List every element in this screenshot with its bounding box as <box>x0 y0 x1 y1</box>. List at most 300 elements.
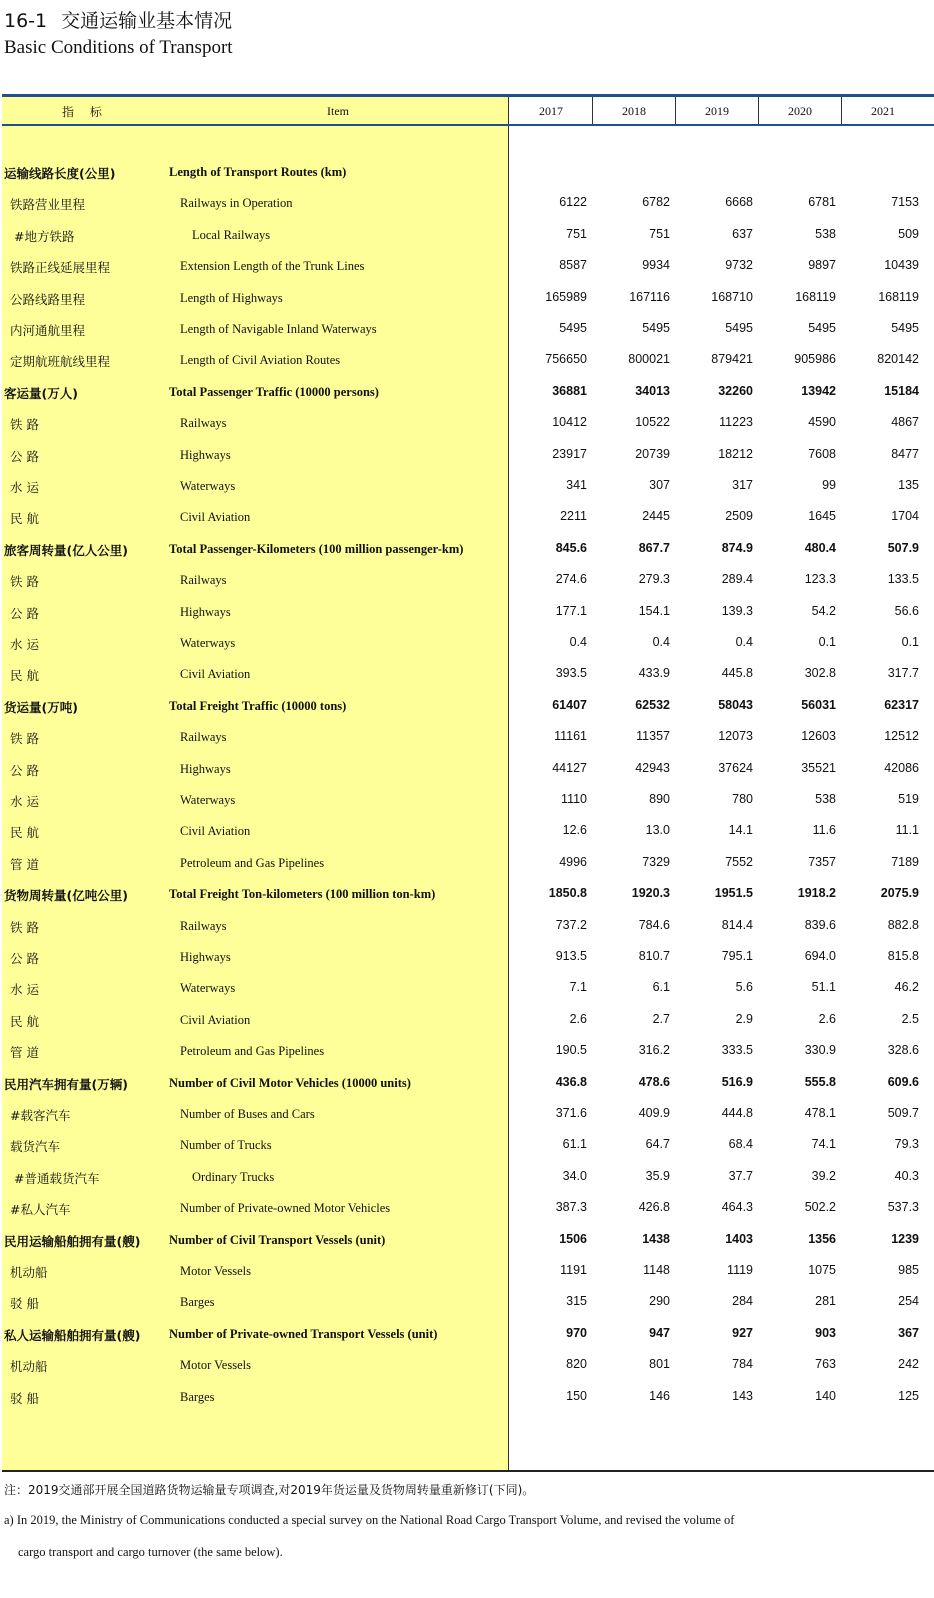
table-row <box>2 156 934 187</box>
table-row <box>2 1004 934 1035</box>
row-label-cn: 民用运输船舶拥有量(艘) <box>4 1233 141 1249</box>
cell-value: 64.7 <box>645 1137 670 1152</box>
cell-value: 1438 <box>642 1231 670 1246</box>
cell-value: 509 <box>898 226 919 241</box>
cell-value: 18212 <box>718 446 753 461</box>
cell-value: 333.5 <box>721 1043 753 1058</box>
cell-value: 810.7 <box>638 949 670 963</box>
cell-value: 79.3 <box>894 1137 919 1152</box>
cell-value: 371.6 <box>555 1106 587 1120</box>
table-row <box>2 1349 934 1380</box>
cell-value: 35521 <box>801 760 836 775</box>
row-label-cn: 公 路 <box>10 605 39 621</box>
row-label-cn: 水 运 <box>10 794 39 809</box>
table-row <box>2 878 934 909</box>
row-label-cn: 驳 船 <box>10 1390 39 1406</box>
cell-value: 784.6 <box>638 917 670 932</box>
cell-value: 433.9 <box>638 666 670 681</box>
table-row <box>2 1129 934 1160</box>
cell-value: 2.7 <box>652 1011 670 1026</box>
cell-value: 37624 <box>718 760 753 775</box>
cell-value: 274.6 <box>555 572 587 587</box>
cell-value: 302.8 <box>804 666 836 681</box>
cell-value: 970 <box>566 1325 587 1340</box>
row-label-cn: 公 路 <box>10 762 39 778</box>
row-label-cn: 水 运 <box>10 982 39 998</box>
cell-value: 879421 <box>711 352 753 367</box>
table-row <box>2 784 934 815</box>
row-label-cn: 管 道 <box>10 856 39 872</box>
row-label-cn: 水 运 <box>10 480 39 495</box>
table-row <box>2 1224 934 1255</box>
row-label-en: Number of Private-owned Transport Vessels (unit) <box>169 1326 438 1341</box>
cell-value: 1645 <box>808 509 836 524</box>
cell-value: 751 <box>649 226 670 241</box>
row-label-en: Barges <box>180 1295 215 1310</box>
cell-value: 409.9 <box>638 1106 670 1120</box>
header-separator <box>592 97 593 124</box>
cell-value: 146 <box>649 1388 670 1403</box>
cell-value: 519 <box>898 792 919 806</box>
row-label-en: Length of Highways <box>180 290 283 305</box>
cell-value: 464.3 <box>721 1200 753 1215</box>
row-label-en: Total Passenger Traffic (10000 persons) <box>169 384 379 399</box>
row-label-en: Local Railways <box>192 227 271 242</box>
cell-value: 1403 <box>725 1231 753 1246</box>
cell-value: 58043 <box>718 697 753 712</box>
cell-value: 34013 <box>635 383 670 398</box>
table-row <box>2 313 934 344</box>
cell-value: 36881 <box>552 383 587 398</box>
row-label-cn: 民 航 <box>10 825 39 841</box>
cell-value: 1119 <box>727 1263 753 1277</box>
cell-value: 190.5 <box>555 1043 587 1058</box>
row-label-en: Number of Civil Motor Vehicles (10000 units) <box>169 1075 411 1090</box>
row-label-cn: 民用汽车拥有量(万辆) <box>4 1076 128 1092</box>
header-year-3: 2020 <box>788 104 812 118</box>
cell-value: 281 <box>815 1294 836 1309</box>
table-row <box>2 344 934 375</box>
table-row <box>2 439 934 470</box>
table-row <box>2 1286 934 1317</box>
cell-value: 387.3 <box>555 1200 587 1215</box>
row-label-en: Civil Aviation <box>180 824 251 839</box>
cell-value: 7189 <box>891 854 919 869</box>
cell-value: 927 <box>732 1325 753 1340</box>
cell-value: 12.6 <box>562 823 587 838</box>
row-label-cn: 公路线路里程 <box>10 291 86 307</box>
cell-value: 42943 <box>635 760 670 775</box>
row-label-en: Length of Transport Routes (km) <box>169 165 347 179</box>
cell-value: 509.7 <box>887 1106 919 1120</box>
cell-value: 143 <box>732 1388 753 1403</box>
cell-value: 54.2 <box>811 603 836 618</box>
row-label-cn: 铁路正线延展里程 <box>10 260 111 276</box>
cell-value: 168710 <box>711 289 753 304</box>
cell-value: 307 <box>649 478 670 492</box>
header-year-4: 2021 <box>871 104 895 118</box>
cell-value: 1239 <box>891 1231 919 1246</box>
cell-value: 1918.2 <box>797 886 836 901</box>
cell-value: 2.5 <box>901 1011 919 1026</box>
cell-value: 985 <box>898 1263 919 1277</box>
cell-value: 290 <box>649 1294 670 1309</box>
cell-value: 426.8 <box>638 1200 670 1215</box>
table-row <box>2 721 934 752</box>
cell-value: 150 <box>566 1388 587 1403</box>
row-label-en: Waterways <box>180 636 236 650</box>
table-row <box>2 910 934 941</box>
cell-value: 328.6 <box>887 1043 919 1058</box>
cell-value: 154.1 <box>638 603 670 618</box>
cell-value: 123.3 <box>804 572 836 587</box>
cell-value: 502.2 <box>804 1200 836 1215</box>
cell-value: 737.2 <box>555 917 587 932</box>
cell-value: 11.1 <box>895 823 919 838</box>
cell-value: 1110 <box>561 792 587 806</box>
row-label-en: Ordinary Trucks <box>192 1169 275 1184</box>
cell-value: 756650 <box>545 352 587 367</box>
row-label-en: Number of Buses and Cars <box>180 1107 315 1121</box>
table-row <box>2 533 934 564</box>
row-label-cn: 铁 路 <box>10 731 39 747</box>
cell-value: 780 <box>732 792 753 806</box>
row-label-en: Petroleum and Gas Pipelines <box>180 855 325 870</box>
cell-value: 177.1 <box>555 603 587 618</box>
row-label-en: Motor Vessels <box>180 1264 251 1278</box>
table-number: 16-1 <box>4 10 48 32</box>
cell-value: 12603 <box>801 729 836 744</box>
cell-value: 4996 <box>559 854 587 869</box>
cell-value: 133.5 <box>887 572 919 587</box>
cell-value: 37.7 <box>728 1168 753 1183</box>
cell-value: 315 <box>566 1294 587 1309</box>
cell-value: 7.1 <box>569 980 587 995</box>
row-label-en: Number of Civil Transport Vessels (unit) <box>169 1232 386 1247</box>
cell-value: 9897 <box>808 258 836 273</box>
table-row <box>2 376 934 407</box>
cell-value: 2.6 <box>569 1011 587 1026</box>
cell-value: 1191 <box>560 1263 587 1277</box>
row-label-en: Extension Length of the Trunk Lines <box>180 259 365 274</box>
cell-value: 330.9 <box>804 1043 836 1058</box>
footnote-en-line1: a) In 2019, the Ministry of Communications conducted a special survey on the National Road Cargo Transport Volume, and revised the volume of <box>4 1513 735 1527</box>
header-separator <box>675 97 676 124</box>
table-row <box>2 1192 934 1223</box>
table-row <box>2 690 934 721</box>
table-row <box>2 250 934 281</box>
cell-value: 820142 <box>877 352 919 367</box>
row-label-cn: 旅客周转量(亿人公里) <box>4 542 128 558</box>
cell-value: 6781 <box>808 195 836 210</box>
row-label-cn: 机动船 <box>10 1359 48 1375</box>
cell-value: 795.1 <box>721 949 753 963</box>
cell-value: 317 <box>732 478 753 492</box>
row-label-en: Railways <box>180 730 227 745</box>
row-label-en: Motor Vessels <box>180 1358 251 1373</box>
cell-value: 874.9 <box>721 540 753 555</box>
cell-value: 1075 <box>808 1263 836 1277</box>
row-label-cn: 定期航班航线里程 <box>10 354 111 370</box>
row-label-en: Length of Navigable Inland Waterways <box>180 322 377 336</box>
cell-value: 289.4 <box>721 572 753 587</box>
table-row <box>2 627 934 658</box>
row-label-cn: 管 道 <box>10 1045 39 1061</box>
row-label-cn: 机动船 <box>10 1265 48 1280</box>
cell-value: 61.1 <box>562 1137 587 1152</box>
cell-value: 5495 <box>891 321 919 335</box>
table-row <box>2 972 934 1003</box>
table-row <box>2 847 934 878</box>
cell-value: 6782 <box>642 195 670 210</box>
cell-value: 815.8 <box>887 949 919 963</box>
cell-value: 1148 <box>643 1263 670 1277</box>
table-row <box>2 1067 934 1098</box>
cell-value: 13942 <box>801 383 836 398</box>
cell-value: 555.8 <box>804 1074 836 1089</box>
cell-value: 74.1 <box>811 1137 836 1152</box>
header-year-1: 2018 <box>622 104 646 118</box>
row-label-en: Railways <box>180 573 227 588</box>
row-label-cn: 运输线路长度(公里) <box>4 166 116 181</box>
header-indicator-cn: 指 标 <box>62 105 108 119</box>
cell-value: 11.6 <box>812 823 836 838</box>
header-separator <box>758 97 759 124</box>
table-row <box>2 1381 934 1412</box>
table-row <box>2 187 934 218</box>
cell-value: 867.7 <box>638 540 670 555</box>
cell-value: 165989 <box>545 289 587 304</box>
cell-value: 11357 <box>636 729 670 744</box>
cell-value: 820 <box>566 1357 587 1372</box>
cell-value: 7608 <box>808 446 836 461</box>
cell-value: 0.4 <box>735 635 753 649</box>
cell-value: 913.5 <box>555 949 587 963</box>
cell-value: 140 <box>815 1388 836 1403</box>
cell-value: 845.6 <box>555 540 587 555</box>
cell-value: 139.3 <box>721 603 753 618</box>
cell-value: 44127 <box>552 760 587 775</box>
cell-value: 316.2 <box>638 1043 670 1058</box>
cell-value: 12512 <box>884 729 919 744</box>
row-label-cn: 驳 船 <box>10 1296 39 1312</box>
header-rule <box>2 124 934 126</box>
header-year-0: 2017 <box>539 104 563 118</box>
cell-value: 763 <box>815 1357 836 1372</box>
cell-value: 242 <box>898 1357 919 1372</box>
header-item-en: Item <box>327 104 349 118</box>
cell-value: 538 <box>815 226 836 241</box>
cell-value: 7329 <box>642 854 670 869</box>
cell-value: 125 <box>898 1388 919 1403</box>
table-row <box>2 1161 934 1192</box>
cell-value: 167116 <box>629 289 670 304</box>
cell-value: 694.0 <box>804 949 836 963</box>
footnote-cn: 注：2019交通部开展全国道路货物运输量专项调查,对2019年货运量及货物周转量重新修订(下同)。 <box>4 1483 535 1497</box>
table-row <box>2 407 934 438</box>
cell-value: 34.0 <box>562 1168 587 1183</box>
row-label-en: Civil Aviation <box>180 510 251 525</box>
row-label-en: Highways <box>180 761 231 776</box>
row-label-en: Number of Private-owned Motor Vehicles <box>180 1201 391 1216</box>
cell-value: 46.2 <box>894 980 919 995</box>
cell-value: 7357 <box>808 854 836 869</box>
cell-value: 5.6 <box>735 980 753 995</box>
cell-value: 784 <box>732 1357 753 1372</box>
cell-value: 801 <box>649 1357 670 1372</box>
row-label-en: Waterways <box>180 479 236 493</box>
cell-value: 35.9 <box>645 1168 670 1183</box>
cell-value: 814.4 <box>721 917 753 932</box>
table-row <box>2 596 934 627</box>
row-label-cn: 铁 路 <box>10 574 39 590</box>
cell-value: 537.3 <box>887 1200 919 1215</box>
cell-value: 13.0 <box>645 823 670 838</box>
cell-value: 8477 <box>891 446 919 461</box>
cell-value: 62532 <box>635 697 670 712</box>
table-header <box>2 97 934 124</box>
cell-value: 4867 <box>891 415 919 430</box>
cell-value: 9732 <box>725 258 753 273</box>
row-label-cn: 民 航 <box>10 511 39 527</box>
cell-value: 254 <box>898 1294 919 1309</box>
cell-value: 15184 <box>884 383 919 398</box>
table-row <box>2 753 934 784</box>
row-label-cn: #地方铁路 <box>14 228 75 244</box>
cell-value: 0.4 <box>569 635 587 649</box>
cell-value: 800021 <box>628 352 670 367</box>
cell-value: 538 <box>815 792 836 806</box>
row-label-en: Petroleum and Gas Pipelines <box>180 1044 325 1059</box>
row-label-en: Barges <box>180 1389 215 1404</box>
row-label-cn: 内河通航里程 <box>10 323 86 338</box>
cell-value: 1356 <box>808 1231 836 1246</box>
table-row <box>2 501 934 532</box>
row-label-en: Number of Trucks <box>180 1138 272 1153</box>
row-label-en: Highways <box>180 604 231 619</box>
cell-value: 284 <box>732 1294 753 1309</box>
row-label-en: Waterways <box>180 981 236 996</box>
row-label-cn: 公 路 <box>10 448 39 464</box>
row-label-cn: #私人汽车 <box>10 1202 71 1218</box>
cell-value: 9934 <box>642 258 670 273</box>
table-row <box>2 564 934 595</box>
data-table <box>2 94 934 1471</box>
row-label-cn: 铁路营业里程 <box>10 197 86 213</box>
cell-value: 40.3 <box>894 1168 919 1183</box>
cell-value: 890 <box>649 792 670 806</box>
row-label-cn: 私人运输船舶拥有量(艘) <box>4 1327 141 1343</box>
cell-value: 478.1 <box>804 1106 836 1120</box>
header-year-2: 2019 <box>705 104 729 118</box>
cell-value: 56031 <box>801 697 836 712</box>
cell-value: 10522 <box>635 415 670 430</box>
table-row <box>2 1318 934 1349</box>
cell-value: 393.5 <box>555 666 587 681</box>
cell-value: 8587 <box>559 258 587 273</box>
cell-value: 68.4 <box>728 1137 753 1152</box>
row-label-cn: 铁 路 <box>10 919 39 935</box>
table-row <box>2 470 934 501</box>
cell-value: 1951.5 <box>714 886 753 901</box>
cell-value: 7552 <box>725 854 753 869</box>
table-row <box>2 219 934 250</box>
header-separator <box>841 97 842 124</box>
cell-value: 5495 <box>808 321 836 335</box>
row-label-cn: 载货汽车 <box>10 1139 61 1155</box>
footnote-en-line2: cargo transport and cargo turnover (the same below). <box>18 1545 283 1559</box>
cell-value: 6668 <box>725 195 753 210</box>
cell-value: 7153 <box>891 195 919 210</box>
row-label-cn: #载客汽车 <box>10 1108 71 1123</box>
cell-value: 51.1 <box>811 980 836 995</box>
cell-value: 61407 <box>552 697 587 712</box>
cell-value: 135 <box>898 478 919 492</box>
table-row <box>2 941 934 972</box>
cell-value: 2509 <box>725 509 753 524</box>
table-row <box>2 282 934 313</box>
cell-value: 56.6 <box>894 603 919 618</box>
row-label-cn: 民 航 <box>10 1013 39 1029</box>
row-label-cn: 水 运 <box>10 637 39 652</box>
table-title-cn <box>4 6 232 33</box>
cell-value: 903 <box>815 1325 836 1340</box>
table-title-cn-text: 交通运输业基本情况 <box>61 10 233 32</box>
row-label-en: Highways <box>180 950 231 964</box>
row-label-en: Railways <box>180 918 227 933</box>
cell-value: 2211 <box>560 509 587 524</box>
cell-value: 39.2 <box>811 1168 836 1183</box>
cell-value: 11223 <box>719 415 753 430</box>
cell-value: 32260 <box>718 383 753 398</box>
cell-value: 445.8 <box>721 666 753 681</box>
cell-value: 5495 <box>559 321 587 335</box>
table-row <box>2 1255 934 1286</box>
cell-value: 905986 <box>794 352 836 367</box>
row-label-en: Civil Aviation <box>180 667 251 682</box>
cell-value: 23917 <box>552 446 587 461</box>
row-label-cn: 货物周转量(亿吨公里) <box>4 888 128 904</box>
table-row <box>2 658 934 689</box>
cell-value: 42086 <box>884 760 919 775</box>
row-label-cn: 公 路 <box>10 951 39 966</box>
cell-value: 2445 <box>642 509 670 524</box>
cell-value: 367 <box>898 1325 919 1340</box>
cell-value: 436.8 <box>555 1074 587 1089</box>
table-title-en: Basic Conditions of Transport <box>4 37 233 58</box>
cell-value: 0.4 <box>652 635 670 649</box>
cell-value: 1704 <box>891 509 919 524</box>
cell-value: 12073 <box>718 729 753 744</box>
bottom-rule <box>2 1470 934 1472</box>
row-label-en: Length of Civil Aviation Routes <box>180 353 341 368</box>
row-label-en: Total Freight Traffic (10000 tons) <box>169 698 347 713</box>
row-label-en: Total Passenger-Kilometers (100 million passenger-km) <box>169 541 464 556</box>
row-label-cn: #普通载货汽车 <box>14 1170 100 1186</box>
cell-value: 882.8 <box>887 917 919 932</box>
table-row <box>2 815 934 846</box>
cell-value: 62317 <box>884 697 919 712</box>
cell-value: 751 <box>566 226 587 241</box>
row-label-en: Waterways <box>180 793 236 807</box>
cell-value: 10439 <box>884 258 919 273</box>
cell-value: 5495 <box>642 321 670 335</box>
row-label-cn: 客运量(万人) <box>4 385 78 401</box>
cell-value: 279.3 <box>638 572 670 587</box>
cell-value: 1920.3 <box>631 886 670 901</box>
row-label-en: Total Freight Ton-kilometers (100 million ton-km) <box>169 887 436 902</box>
cell-value: 0.1 <box>901 635 919 649</box>
